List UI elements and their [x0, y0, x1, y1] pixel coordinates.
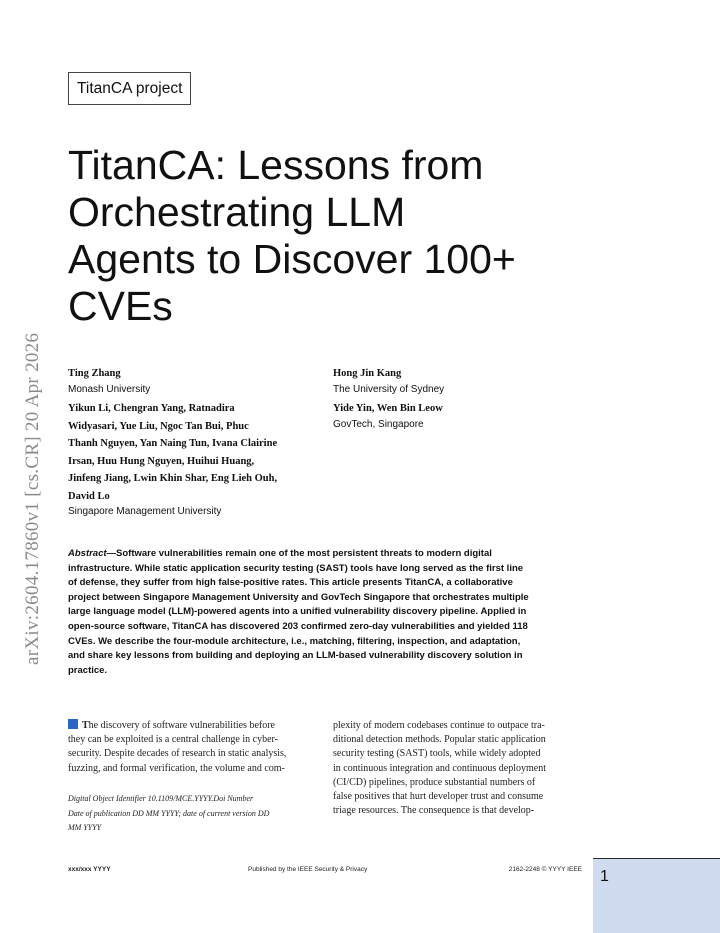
- abstract-line: of defense, they suffer from high false-positive rates. This article presents TitanCA, a collaborative: [68, 577, 513, 589]
- body-column-right: [333, 719, 581, 818]
- author-names: Widyasari, Yue Liu, Ngoc Tan Bui, Phuc: [68, 420, 249, 432]
- body-line: ditional detection methods. Popular static application: [333, 734, 546, 746]
- author-names: David Lo: [68, 490, 110, 502]
- author-affiliation: The University of Sydney: [333, 383, 445, 395]
- author-names: Yide Yin, Wen Bin Leow: [333, 403, 443, 414]
- section-tag: TitanCA project: [68, 72, 191, 105]
- body-line: security. Despite decades of research in static analysis,: [68, 748, 287, 760]
- footer-publisher: Published by the IEEE Security & Privacy: [248, 866, 368, 873]
- abstract-line: practice.: [68, 664, 108, 676]
- page-number-box: [593, 858, 720, 933]
- body-line: fuzzing, and formal verification, the volume and com-: [68, 762, 285, 774]
- first-letter: T: [82, 720, 89, 731]
- page-footer: [68, 866, 582, 878]
- author-affiliation: Singapore Management University: [68, 506, 222, 517]
- meta-line: Digital Object Identifier 10.1109/MCE.YYYY.Doi Number: [68, 794, 254, 803]
- abstract-line: —Software vulnerabilities remain one of the most persistent threats to modern digital: [106, 548, 492, 559]
- section-marker-icon: [68, 719, 78, 729]
- body-column-left: [68, 719, 316, 776]
- author-affiliation: Monash University: [68, 383, 151, 395]
- body-line: triage resources. The consequence is that develop-: [333, 805, 535, 817]
- author-names: Thanh Nguyen, Yan Naing Tun, Ivana Clairine: [68, 438, 278, 449]
- abstract-line: CVEs. We describe the four-module architecture, i.e., matching, filtering, inspection, and adaptation,: [68, 635, 521, 647]
- title-line: TitanCA: Lessons from: [68, 142, 484, 188]
- abstract-line: infrastructure. While static application security testing (SAST) tools have long served as the first line: [68, 562, 524, 574]
- author-names: Ting Zhang: [68, 368, 121, 379]
- page-number: 1: [600, 868, 609, 885]
- title-line: Agents to Discover 100+: [68, 236, 516, 282]
- body-line: plexity of modern codebases continue to outpace tra-: [333, 720, 545, 731]
- body-line: they can be exploited is a central challenge in cyber-: [68, 734, 278, 746]
- author-names: Yikun Li, Chengran Yang, Ratnadira: [68, 403, 235, 414]
- author-block-sydney: [333, 365, 583, 396]
- author-block-smu: [68, 400, 318, 518]
- abstract-line: open-source software, TitanCA has discovered 203 confirmed zero-day vulnerabilities and yielded 118: [68, 620, 528, 632]
- abstract: [68, 547, 584, 678]
- author-names: Irsan, Huu Hung Nguyen, Huihui Huang,: [68, 455, 255, 467]
- abstract-line: and share key lessons from building and deploying an LLM-based vulnerability discovery solution in: [68, 650, 523, 662]
- paper-title: [68, 142, 608, 330]
- doi-metadata: [68, 792, 316, 836]
- abstract-line: project between Singapore Management University and GovTech Singapore that orchestrates multiple: [68, 591, 529, 603]
- meta-line: Date of publication DD MM YYYY; date of current version DD: [68, 808, 270, 818]
- abstract-lead: Abstract: [68, 548, 107, 559]
- abstract-line: large language model (LLM)-powered agents into a unified vulnerability discovery pipeline. Applied in: [68, 606, 527, 618]
- arxiv-identifier-stamp: arXiv:2604.17860v1 [cs.CR] 20 Apr 2026: [22, 332, 43, 665]
- footer-issn: 2162-2248 © YYYY IEEE: [508, 866, 582, 873]
- author-affiliation: GovTech, Singapore: [333, 418, 424, 430]
- title-line: CVEs: [68, 283, 173, 329]
- author-block-monash: [68, 365, 318, 396]
- author-block-govtech: [333, 400, 583, 431]
- body-line: he discovery of software vulnerabilities before: [88, 720, 275, 731]
- body-line: false positives that hurt developer trust and consume: [333, 791, 544, 803]
- body-line: (CI/CD) pipelines, produce substantial numbers of: [333, 776, 536, 788]
- body-line: in continuous integration and continuous deployment: [333, 762, 547, 774]
- author-names: Jinfeng Jiang, Lwin Khin Shar, Eng Lieh Ouh,: [68, 473, 278, 484]
- footer-issue: xxx/xxx YYYY: [68, 866, 111, 873]
- meta-line: MM YYYY: [68, 823, 102, 832]
- author-names: Hong Jin Kang: [333, 368, 402, 379]
- body-line: security testing (SAST) tools, while widely adopted: [333, 748, 541, 760]
- title-line: Orchestrating LLM: [68, 189, 406, 235]
